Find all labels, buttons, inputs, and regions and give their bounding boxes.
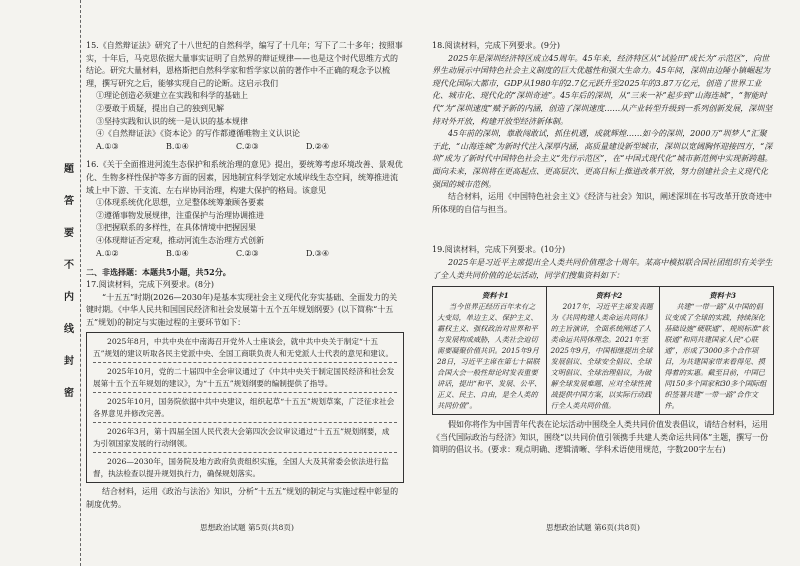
binding-label: 密 — [64, 388, 74, 399]
question-15 — [86, 40, 404, 153]
binding-label: 线 — [64, 324, 74, 335]
choice-b: B.①④ — [166, 141, 189, 151]
answer-space — [432, 222, 774, 244]
process-box — [86, 332, 404, 483]
choice-c: C.②③ — [236, 248, 259, 258]
process-step: 2025年10月，党的二十届四中全会审议通过了《中共中央关于制定国民经济和社会发展第十五个五年规划的建议》，为“十五五”规划纲要的编制提供了指导。 — [93, 367, 395, 388]
binding-label: 封 — [64, 356, 74, 367]
question-title: 18.阅读材料，完成下列要求。(9分) — [432, 41, 561, 50]
binding-label: 题 — [64, 164, 74, 175]
process-step: 2025年10月，国务院依据中共中央建议，组织起草“十五五”规划草案，广泛征求社会各界意见并修改完善。 — [93, 397, 395, 418]
option-1: ①理论创造必须建立在实践和科学的基础上 — [96, 91, 248, 101]
question-title: 17.阅读材料，完成下列要求。(8分) — [86, 280, 215, 290]
option-3: ③坚持实践和认识的统一是认识的基本规律 — [96, 116, 248, 126]
divider — [93, 392, 397, 393]
question-task: 假如你将作为中国青年代表在论坛活动中围绕全人类共同价值发表倡议，请结合材料，运用《当代国际政治与经济》知识，围绕“以共同价值引领携手共建人类命运共同体”主题，撰写一份简明的倡议书。(要求：观点明确、逻辑清晰、学科术语使用规范，字数200字左右) — [432, 420, 769, 455]
binding-line — [58, 0, 81, 566]
option-1: ①体现系统优化思想，立足整体统筹兼顾各要素 — [96, 198, 264, 208]
page-footer-left: 思想政治试题 第5页(共8页) — [200, 523, 294, 532]
question-17 — [86, 279, 404, 512]
binding-label: 不 — [64, 260, 74, 271]
option-4: ④体现辩证否定观，推动河流生态治理方式创新 — [96, 235, 264, 245]
choice-a: A.①③ — [96, 141, 119, 151]
binding-label: 答 — [64, 196, 74, 207]
process-step: 2025年8月，中共中央在中南海召开党外人士座谈会，就中共中央关于制定“十五五”规划的建议听取各民主党派中央、全国工商联负责人和无党派人士代表的意见和建议。 — [93, 337, 394, 358]
question-intro: 2025年是习近平主席提出全人类共同价值理念十周年。某高中模拟联合国社团组织有关学生了全人类共同价值的论坛活动，同学们搜集资料如下： — [432, 257, 773, 280]
card-title: 资料卡1 — [482, 291, 509, 301]
divider — [93, 452, 397, 453]
question-16 — [86, 159, 404, 260]
question-title: 19.阅读材料，完成下列要求。(10分) — [432, 245, 566, 255]
choice-c: C.②③ — [236, 141, 259, 151]
right-page — [432, 0, 774, 566]
binding-label: 内 — [64, 292, 74, 303]
material-card-2 — [547, 287, 661, 414]
option-4: ④《自然辩证法》《资本论》的写作都遵循唯物主义认识论 — [96, 129, 300, 139]
page-footer-right: 思想政治试题 第6页(共8页) — [546, 523, 640, 532]
divider — [93, 362, 397, 363]
process-step: 2026—2030年，国务院及地方政府负责组织实施，全国人大及其常委会依法进行监督，执法检查以提升规划执行力，确保规划落实。 — [93, 457, 389, 478]
left-page — [86, 0, 404, 566]
question-stem: 15.《自然辩证法》研究了十八世纪的自然科学，编写了十几年；写下了二十多年；按照事实，十年后，马克思依据大量事实证明了自然界的辩证规律——也是这个时代思维方式的结论。研究大量材料，恩格斯把自然科学家和哲学家以前的著作中不正确的观念予以梳理，撰写研究之后，能够实现自己的论断。这启示我们 — [86, 41, 403, 88]
divider — [93, 422, 397, 423]
option-2: ②遵循事物发展规律，注重保护与治理协调推进 — [96, 210, 264, 220]
card-title: 资料卡2 — [595, 291, 623, 301]
choice-d: D.③④ — [306, 248, 330, 258]
option-2: ②要敢于质疑，提出自己的独到见解 — [96, 103, 224, 113]
card-text: 2017年，习近平主席发表题为《共同构建人类命运共同体》的主旨演讲，全面系统阐述了人类命运共同体理念。2021年至2025年9月，中国相继提出全球发展倡议、全球安全倡议、全球文明倡议、全球治理倡议，为破解全球发展难题、应对全球性挑战提供中国方案，以实际行动践行全人类共同价值。 — [550, 302, 653, 411]
question-19 — [432, 244, 774, 457]
material-cards — [432, 286, 774, 415]
answer-choices — [86, 141, 404, 154]
question-task: 结合材料，运用《中国特色社会主义》《经济与社会》知识，阐述深圳在书写改革开放奇迹中所体现的自信与担当。 — [432, 192, 772, 214]
section-heading: 二、非选择题：本题共5小题，共52分。 — [86, 267, 231, 278]
material-paragraph: 2025年是深圳经济特区成立45周年。45年来，经济特区从“试验田”成长为“示范区”，向世界生动展示中国特色社会主义制度的巨大优越性和强大生命力。45年间，深圳由边陲小镇崛起为现代化国际大都市，GDP从1980年的2.7亿元跃升至2025年的3.87万亿元，创造了世界工业化、城市化、现代化的“深圳奇迹”。45年后的深圳，从“三来一补”起步到“山海连城”，“智能时代”为“深圳速度”赋予新的内涵，创造了深圳速度……从产业转型升级到一系列创新发展，深圳坚持对外开放，构建开放型经济新体制。 — [432, 53, 773, 126]
card-text: 共建“一带一路”从中国的倡议变成了全球的实践，持续深化基础设施“硬联通”、规则标准“软联通”和同共建国家人民“心联通”，形成了3000多个合作项目，为共建国家带来看得见、摸得着的实惠。截至目前，中国已同150多个国家和30多个国际组织签署共建“一带一路”合作文件。 — [664, 302, 769, 411]
choice-a: A.①② — [96, 248, 119, 258]
answer-choices — [86, 248, 404, 261]
question-intro: “十五五”时期(2026—2030年)是基本实现社会主义现代化夯实基础、全面发力的关键时期。《中华人民共和国国民经济和社会发展第十五个五年规划纲要》(以下简称“十五五”规划)的制定与实施过程的主要环节如下： — [86, 292, 398, 327]
card-title: 资料卡3 — [709, 291, 736, 301]
material-paragraph: 45年前的深圳，靠敢闯敢试，抓住机遇，成就辉煌……如今的深圳，2000万“圳梦人”汇聚于此，“山海连城”为新时代注入深厚内涵，高质量建设新型城市，深圳以宽阔胸怀迎接四方，“深圳”成为了新时代中国特色社会主义“先行示范区”，在“中国式现代化”城市新范例中实现新跨越。面向未来，深圳将在更高起点、更高层次、更高目标上推进改革开放，努力创建社会主义现代化强国的城市范例。 — [432, 129, 773, 189]
question-task: 结合材料，运用《政治与法治》知识，分析“十五五”规划的制定与实施过程中彰显的制度优势。 — [86, 487, 399, 510]
card-text: 当今世界正经历百年未有之大变局，单边主义、保护主义、霸权主义、强权政治对世界和平与发展构成威胁，人类社会迫切需要凝聚价值共识。2015年9月28日，习近平主席在第七十届联合国大会一般性辩论时发表重要讲话，提出“和平、发展、公平、正义、民主、自由，是全人类的共同价值”。 — [437, 302, 542, 411]
binding-label: 要 — [64, 228, 74, 239]
material-card-3 — [660, 287, 773, 414]
question-stem: 16.《关于全面推进河流生态保护和系统治理的意见》提出，要统筹考虑环境改善、景观优化、生物多样性保护等多方面的因素，因地制宜科学划定水域岸线生态空间，统筹推进流域上中下游、干支流、左右岸协同治理，构建大保护的格局。该意见 — [86, 160, 403, 195]
material-card-1 — [433, 287, 547, 414]
choice-b: B.①④ — [166, 248, 189, 258]
process-step: 2026年3月，第十四届全国人民代表大会第四次会议审议通过“十五五”规划纲要，成为引领国家发展的行动纲领。 — [93, 427, 390, 448]
question-18 — [432, 40, 774, 216]
choice-d: D.②④ — [306, 141, 330, 151]
option-3: ③把握联系的多样性，在具体情境中把握因果 — [96, 223, 256, 233]
